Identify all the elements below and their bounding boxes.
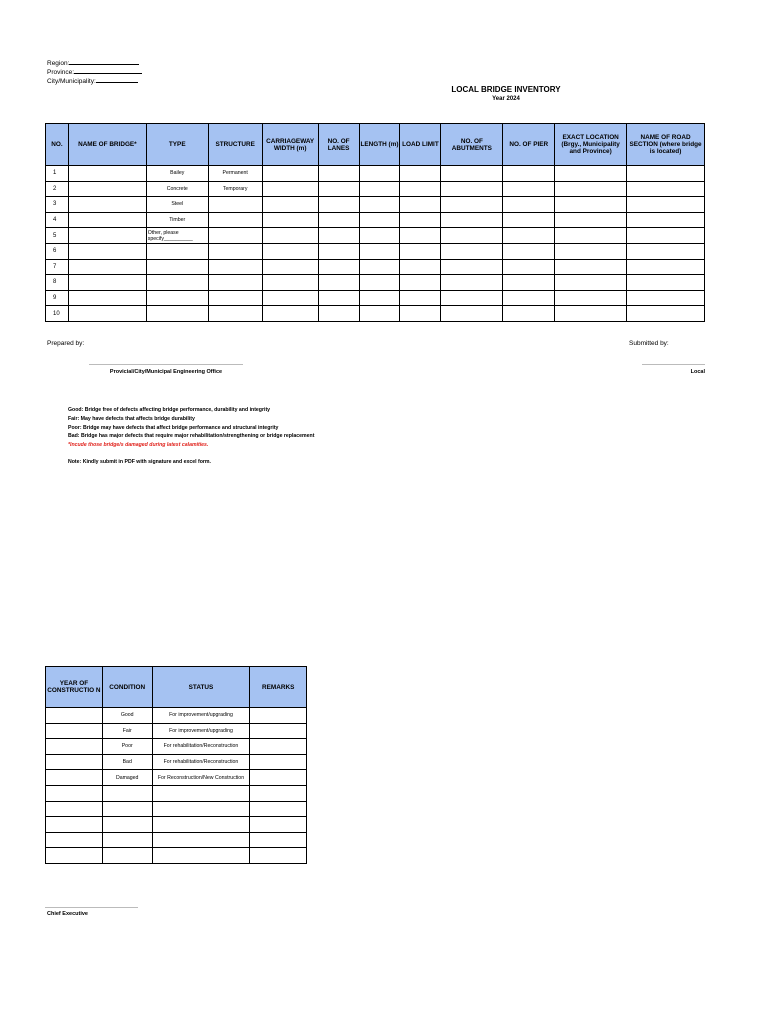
empty-cell	[441, 275, 503, 291]
city-blank	[96, 77, 138, 83]
empty-cell	[359, 306, 400, 322]
city-field	[47, 77, 138, 86]
empty-cell	[627, 166, 705, 182]
legend-fair: Fair: May have defects that affects bridge durability	[68, 415, 195, 422]
structure-cell: Temporary	[208, 181, 262, 197]
row-number: 4	[46, 212, 69, 228]
empty-cell	[400, 243, 441, 259]
row-number: 10	[46, 306, 69, 322]
condition-row	[46, 817, 307, 833]
empty-cell	[46, 832, 103, 848]
table-row	[46, 181, 705, 197]
empty-cell	[627, 197, 705, 213]
condition-cell: Good	[102, 708, 152, 724]
header-road-section: NAME OF ROAD SECTION (where bridge is located)	[627, 124, 705, 166]
legend-bad: Bad: Bridge has major defects that require major rehabilitation/strengthening or bridge replacement	[68, 433, 315, 440]
empty-cell	[262, 306, 318, 322]
prepared-office: Provicial/City/Municipal Engineering Office	[109, 369, 223, 375]
empty-cell	[441, 306, 503, 322]
region-label: Region:	[47, 60, 70, 67]
empty-cell	[68, 275, 146, 291]
header-exact-location: EXACT LOCATION (Brgy., Municipality and Province)	[555, 124, 627, 166]
structure-cell	[208, 197, 262, 213]
empty-cell	[262, 259, 318, 275]
empty-cell	[555, 259, 627, 275]
empty-cell	[318, 166, 359, 182]
condition-cell	[102, 785, 152, 801]
empty-cell	[441, 166, 503, 182]
empty-cell	[441, 228, 503, 244]
condition-row	[46, 770, 307, 786]
empty-cell	[400, 166, 441, 182]
submitted-signature-line	[642, 364, 705, 365]
header-structure: STRUCTURE	[208, 124, 262, 166]
empty-cell	[503, 166, 555, 182]
empty-cell	[627, 212, 705, 228]
empty-cell	[262, 181, 318, 197]
empty-cell	[400, 306, 441, 322]
type-cell	[146, 259, 208, 275]
header-condition: CONDITION	[102, 667, 152, 708]
page-title: LOCAL BRIDGE INVENTORY	[451, 85, 561, 94]
empty-cell	[318, 259, 359, 275]
empty-cell	[555, 197, 627, 213]
type-cell: Timber	[146, 212, 208, 228]
condition-header-row	[46, 667, 307, 708]
empty-cell	[359, 228, 400, 244]
empty-cell	[262, 197, 318, 213]
empty-cell	[400, 290, 441, 306]
condition-cell: Damaged	[102, 770, 152, 786]
empty-cell	[555, 228, 627, 244]
empty-cell	[503, 197, 555, 213]
empty-cell	[262, 166, 318, 182]
empty-cell	[503, 275, 555, 291]
empty-cell	[46, 848, 103, 864]
condition-cell	[102, 848, 152, 864]
type-cell: Steel	[146, 197, 208, 213]
table-row	[46, 243, 705, 259]
row-number: 2	[46, 181, 69, 197]
empty-cell	[555, 275, 627, 291]
legend-good: Good: Bridge free of defects affecting bridge performance, durability and integrity	[68, 407, 271, 413]
table-row	[46, 212, 705, 228]
submitted-office: Local	[690, 369, 705, 375]
empty-cell	[46, 770, 103, 786]
condition-row	[46, 708, 307, 724]
empty-cell	[262, 228, 318, 244]
empty-cell	[262, 290, 318, 306]
header-no-of-lanes: NO. OF LANES	[318, 124, 359, 166]
empty-cell	[318, 212, 359, 228]
prepared-signature-line	[89, 364, 243, 365]
empty-cell	[503, 181, 555, 197]
empty-cell	[318, 306, 359, 322]
condition-row	[46, 785, 307, 801]
empty-cell	[503, 243, 555, 259]
prepared-by-label: Prepared by:	[47, 340, 85, 347]
header-no-of-abutments: NO. OF ABUTMENTS	[441, 124, 503, 166]
condition-table	[45, 666, 307, 864]
city-label: City/Municipality:	[47, 78, 96, 85]
header-no: NO.	[46, 124, 69, 166]
empty-cell	[627, 290, 705, 306]
structure-cell	[208, 243, 262, 259]
empty-cell	[318, 181, 359, 197]
empty-cell	[318, 243, 359, 259]
structure-cell	[208, 306, 262, 322]
structure-cell	[208, 275, 262, 291]
empty-cell	[359, 275, 400, 291]
province-field	[47, 68, 142, 77]
row-number: 9	[46, 290, 69, 306]
empty-cell	[555, 166, 627, 182]
structure-cell	[208, 259, 262, 275]
chief-signature-line	[45, 907, 138, 908]
row-number: 3	[46, 197, 69, 213]
empty-cell	[503, 290, 555, 306]
empty-cell	[627, 243, 705, 259]
condition-row	[46, 723, 307, 739]
status-cell	[152, 785, 250, 801]
empty-cell	[359, 166, 400, 182]
empty-cell	[68, 290, 146, 306]
empty-cell	[503, 259, 555, 275]
chief-executive-label: Chief Executive	[47, 911, 88, 917]
status-cell	[152, 801, 250, 817]
header-load-limit: LOAD LIMIT	[400, 124, 441, 166]
page-subtitle: Year 2024	[492, 96, 520, 102]
empty-cell	[627, 259, 705, 275]
status-cell: For improvement/upgrading	[152, 708, 250, 724]
empty-cell	[555, 243, 627, 259]
empty-cell	[359, 290, 400, 306]
type-cell	[146, 290, 208, 306]
empty-cell	[318, 197, 359, 213]
row-number: 5	[46, 228, 69, 244]
condition-cell	[102, 817, 152, 833]
empty-cell	[250, 770, 307, 786]
header-type: TYPE	[146, 124, 208, 166]
header-no-of-pier: NO. OF PIER	[503, 124, 555, 166]
empty-cell	[359, 259, 400, 275]
empty-cell	[250, 708, 307, 724]
province-blank	[74, 68, 142, 74]
empty-cell	[400, 228, 441, 244]
structure-cell	[208, 212, 262, 228]
region-field	[47, 59, 139, 68]
condition-row	[46, 832, 307, 848]
empty-cell	[262, 275, 318, 291]
legend-include-note: *Incude those bridge/s damaged during latest calamities.	[68, 442, 209, 449]
province-label: Province:	[47, 69, 75, 76]
empty-cell	[250, 817, 307, 833]
empty-cell	[555, 181, 627, 197]
empty-cell	[318, 290, 359, 306]
row-number: 8	[46, 275, 69, 291]
empty-cell	[250, 848, 307, 864]
empty-cell	[627, 275, 705, 291]
header-name-of-bridge: NAME OF BRIDGE*	[68, 124, 146, 166]
status-cell	[152, 832, 250, 848]
empty-cell	[359, 197, 400, 213]
header-remarks: REMARKS	[250, 667, 307, 708]
empty-cell	[400, 259, 441, 275]
empty-cell	[359, 212, 400, 228]
type-cell: Concrete	[146, 181, 208, 197]
empty-cell	[359, 243, 400, 259]
empty-cell	[68, 306, 146, 322]
empty-cell	[627, 181, 705, 197]
empty-cell	[46, 817, 103, 833]
empty-cell	[262, 212, 318, 228]
empty-cell	[262, 243, 318, 259]
empty-cell	[627, 306, 705, 322]
empty-cell	[359, 181, 400, 197]
condition-legend	[68, 406, 314, 467]
legend-poor: Poor: Bridge may have defects that affect bridge performance and structural integrity	[68, 424, 279, 431]
empty-cell	[555, 306, 627, 322]
condition-cell: Poor	[102, 739, 152, 755]
table-row	[46, 290, 705, 306]
empty-cell	[441, 259, 503, 275]
region-blank	[69, 59, 139, 65]
submission-note: Note: Kindly submit in PDF with signature and excel form.	[68, 458, 211, 465]
empty-cell	[250, 739, 307, 755]
header-length: LENGTH (m)	[359, 124, 400, 166]
type-cell: Bailey	[146, 166, 208, 182]
table-row	[46, 166, 705, 182]
empty-cell	[441, 243, 503, 259]
empty-cell	[46, 754, 103, 770]
empty-cell	[400, 212, 441, 228]
condition-cell: Fair	[102, 723, 152, 739]
empty-cell	[503, 228, 555, 244]
empty-cell	[441, 212, 503, 228]
empty-cell	[555, 212, 627, 228]
status-cell: For improvement/upgrading	[152, 723, 250, 739]
condition-cell: Bad	[102, 754, 152, 770]
empty-cell	[68, 212, 146, 228]
empty-cell	[503, 306, 555, 322]
empty-cell	[503, 212, 555, 228]
status-cell: For rehabilitation/Reconstruction	[152, 739, 250, 755]
table-row	[46, 197, 705, 213]
empty-cell	[250, 723, 307, 739]
empty-cell	[46, 739, 103, 755]
empty-cell	[250, 785, 307, 801]
empty-cell	[441, 197, 503, 213]
empty-cell	[46, 708, 103, 724]
empty-cell	[400, 197, 441, 213]
row-number: 6	[46, 243, 69, 259]
empty-cell	[250, 754, 307, 770]
empty-cell	[400, 181, 441, 197]
empty-cell	[627, 228, 705, 244]
empty-cell	[318, 275, 359, 291]
empty-cell	[250, 801, 307, 817]
condition-row	[46, 801, 307, 817]
header-year-of-construction: YEAR OF CONSTRUCTIO N	[46, 667, 103, 708]
empty-cell	[46, 723, 103, 739]
structure-cell	[208, 228, 262, 244]
row-number: 1	[46, 166, 69, 182]
empty-cell	[318, 228, 359, 244]
condition-cell	[102, 801, 152, 817]
type-cell	[146, 243, 208, 259]
row-number: 7	[46, 259, 69, 275]
empty-cell	[68, 166, 146, 182]
table-header-row	[46, 124, 705, 166]
empty-cell	[250, 832, 307, 848]
type-cell	[146, 306, 208, 322]
empty-cell	[400, 275, 441, 291]
type-cell	[146, 275, 208, 291]
submitted-by-label: Submitted by:	[629, 340, 669, 347]
condition-row	[46, 848, 307, 864]
status-cell	[152, 817, 250, 833]
empty-cell	[68, 197, 146, 213]
header-status: STATUS	[152, 667, 250, 708]
status-cell: For rehabilitation/Reconstruction	[152, 754, 250, 770]
table-row	[46, 275, 705, 291]
empty-cell	[68, 243, 146, 259]
empty-cell	[46, 785, 103, 801]
condition-cell	[102, 832, 152, 848]
table-row	[46, 228, 705, 244]
empty-cell	[441, 290, 503, 306]
type-cell: Other, please specify__________	[146, 228, 208, 244]
empty-cell	[68, 259, 146, 275]
empty-cell	[46, 801, 103, 817]
structure-cell	[208, 290, 262, 306]
empty-cell	[441, 181, 503, 197]
empty-cell	[68, 181, 146, 197]
bridge-inventory-table	[45, 123, 705, 322]
status-cell: For Reconstruction/New Construction	[152, 770, 250, 786]
header-carriageway-width: CARRIAGEWAY WIDTH (m)	[262, 124, 318, 166]
table-row	[46, 259, 705, 275]
structure-cell: Permanent	[208, 166, 262, 182]
status-cell	[152, 848, 250, 864]
empty-cell	[555, 290, 627, 306]
empty-cell	[68, 228, 146, 244]
table-row	[46, 306, 705, 322]
condition-row	[46, 754, 307, 770]
condition-row	[46, 739, 307, 755]
